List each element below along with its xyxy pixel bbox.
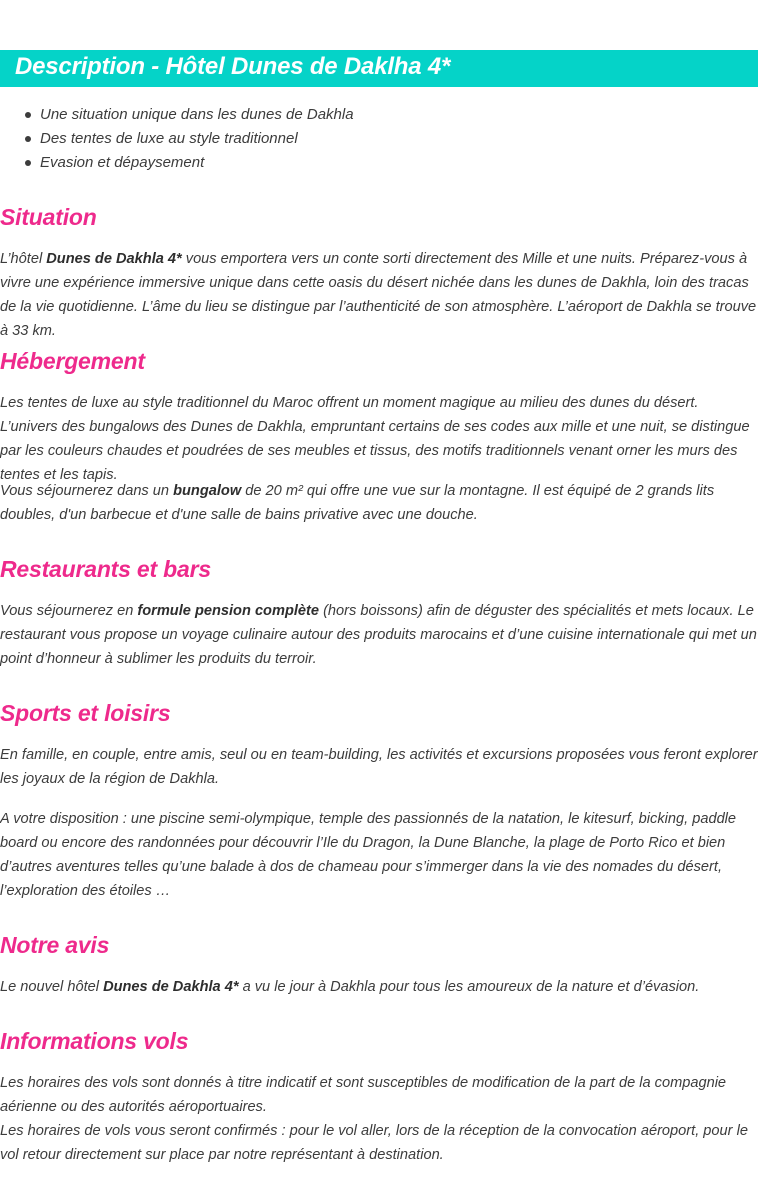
section-heading-situation: Situation bbox=[0, 204, 97, 230]
list-item-label: Evasion et dépaysement bbox=[40, 154, 205, 171]
text-run: L’hôtel bbox=[0, 251, 47, 267]
bullet-icon bbox=[25, 112, 31, 118]
room-type: bungalow bbox=[173, 483, 242, 499]
list-item bbox=[0, 127, 354, 151]
vols-paragraph-2: Les horaires de vols vous seront confirmés : pour le vol aller, lors de la réception de la convocation aéroport, pour le vol retour directement sur place par notre représentant à destination. bbox=[0, 1123, 748, 1163]
description-banner bbox=[0, 50, 758, 87]
text-run: Vous séjournerez en bbox=[0, 603, 138, 619]
list-item bbox=[0, 103, 354, 127]
hebergement-paragraph-2 bbox=[0, 479, 758, 527]
page-title: Description - Hôtel Dunes de Daklha 4* bbox=[15, 53, 451, 80]
text-run: Le nouvel hôtel bbox=[0, 979, 104, 995]
sports-paragraph-2: A votre disposition : une piscine semi-olympique, temple des passionnés de la natation, le kitesurf, bicking, paddle board ou encore des randonnées pour découvrir l’Ile du Dragon, la Dune Blanche, la plage de Porto Rico et bien d’autres aventures telles qu’une balade à dos de chameau pour s’immerger dans la vie des nomades du désert, l’exploration des étoiles … bbox=[0, 811, 737, 899]
list-item-label: Une situation unique dans les dunes de Dakhla bbox=[40, 106, 354, 123]
section-heading-avis: Notre avis bbox=[0, 932, 110, 958]
text-run: Vous séjournerez dans un bbox=[0, 483, 174, 499]
sports-paragraph-1: En famille, en couple, entre amis, seul ou en team-building, les activités et excursions proposées vous feront explorer les joyaux de la région de Dakhla. bbox=[0, 747, 758, 787]
hotel-name: Dunes de Dakhla 4* bbox=[103, 979, 239, 995]
section-heading-sports: Sports et loisirs bbox=[0, 700, 171, 726]
board-formula: formule pension complète bbox=[137, 603, 320, 619]
text-run: (hors boissons) afin de déguster des spécialités et mets locaux. Le restaurant vous propose un voyage culinaire autour des produits marocains et d’une cuisine internationale qui met un point d’honneur à sublimer les produits du terroir. bbox=[0, 603, 757, 667]
text-run: a vu le jour à Dakhla pour tous les amoureux de la nature et d’évasion. bbox=[238, 979, 700, 995]
hotel-name: Dunes de Dakhla 4* bbox=[46, 251, 182, 267]
avis-paragraph bbox=[0, 975, 758, 999]
list-item-label: Des tentes de luxe au style traditionnel bbox=[40, 130, 298, 147]
text-run: de 20 m² qui offre une vue sur la montagne. Il est équipé de 2 grands lits doubles, d'un barbecue et d'une salle de bains privative avec une douche. bbox=[0, 483, 715, 523]
list-item bbox=[0, 151, 354, 175]
situation-paragraph bbox=[0, 247, 758, 343]
bullet-icon bbox=[25, 160, 31, 166]
section-heading-hebergement: Hébergement bbox=[0, 348, 145, 374]
vols-paragraph-1: Les horaires des vols sont donnés à titre indicatif et sont susceptibles de modification de la part de la compagnie aérienne ou des autorités aéroportuaires. bbox=[0, 1075, 727, 1115]
section-heading-vols: Informations vols bbox=[0, 1028, 189, 1054]
bullet-icon bbox=[25, 136, 31, 142]
highlights-list bbox=[0, 103, 354, 175]
hebergement-paragraph-1: Les tentes de luxe au style traditionnel du Maroc offrent un moment magique au milieu des dunes du désert. L’univers des bungalows des Dunes de Dakhla, empruntant certains de ses codes aux mille et une nuit, se distingue par les couleurs chaudes et poudrées de ses meubles et tissus, des motifs traditionnels venant orner les murs des tentes et les tapis. bbox=[0, 395, 750, 483]
section-heading-restaurants: Restaurants et bars bbox=[0, 556, 211, 582]
restaurants-paragraph bbox=[0, 599, 758, 671]
text-run: vous emportera vers un conte sorti directement des Mille et une nuits. Préparez-vous à vivre une expérience immersive unique dans cette oasis du désert nichée dans les dunes de Dakhla, loin des tracas de la vie quotidienne. L’âme du lieu se distingue par l’authenticité de son atmosphère. L’aéroport de Dakhla se trouve à 33 km. bbox=[0, 251, 757, 339]
